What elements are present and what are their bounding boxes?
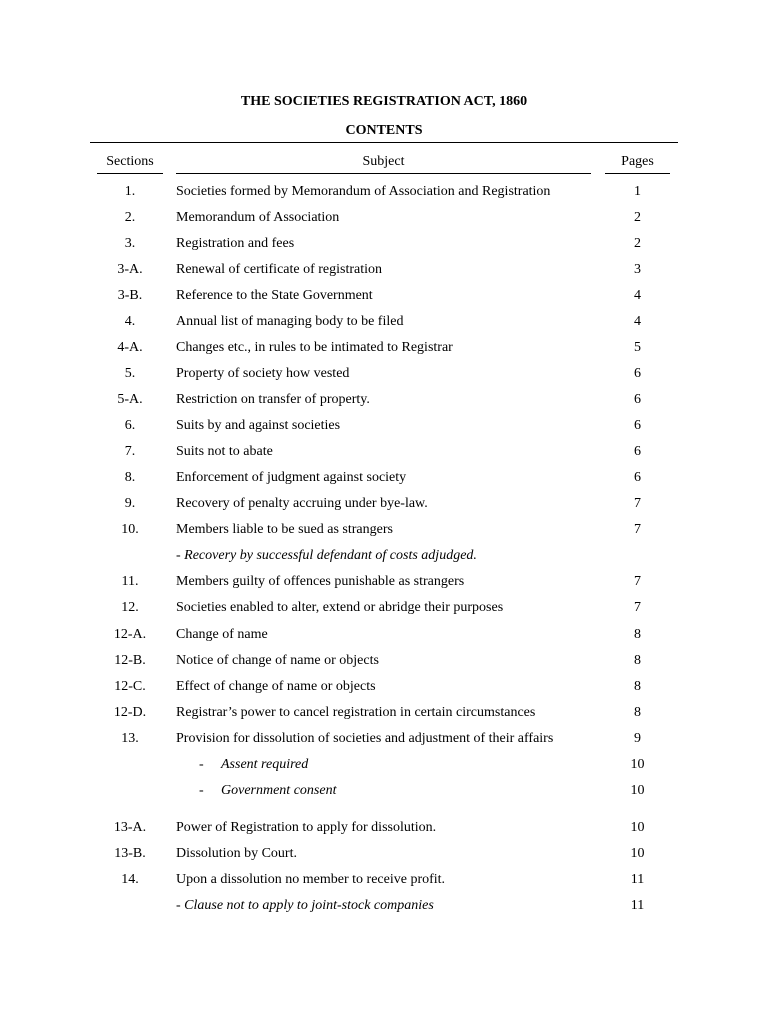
page-number: 6 [634, 392, 641, 407]
page-number: 8 [634, 653, 641, 668]
section-number: 1. [124, 184, 136, 199]
page-number: 10 [630, 783, 645, 798]
subject-text: Upon a dissolution no member to receive profit. [176, 872, 446, 887]
subject-text: Property of society how vested [176, 366, 350, 381]
page-number: 1 [634, 184, 641, 199]
table-row [0, 843, 768, 865]
table-row [0, 467, 768, 489]
subject-text: - Clause not to apply to joint-stock companies [176, 898, 434, 913]
section-number: 13-B. [114, 846, 146, 861]
page-number: 5 [634, 340, 641, 355]
table-row [0, 415, 768, 437]
section-number: 13-A. [113, 820, 147, 835]
table-row [0, 441, 768, 463]
table-row [0, 207, 768, 229]
table-row [0, 869, 768, 891]
table-row [0, 389, 768, 411]
table-row [0, 285, 768, 307]
subject-text: Registrar’s power to cancel registration in certain circumstances [176, 705, 536, 720]
subject-text: Restriction on transfer of property. [176, 392, 370, 407]
section-number: 8. [124, 470, 136, 485]
section-number: 12-B. [114, 653, 146, 668]
table-row [0, 676, 768, 698]
section-number: 6. [124, 418, 136, 433]
subject-text [199, 754, 624, 776]
page-number: 6 [634, 444, 641, 459]
subject-text: Enforcement of judgment against society [176, 470, 407, 485]
subject-text: Suits not to abate [176, 444, 273, 459]
page-number: 11 [630, 872, 645, 887]
page-number: 4 [634, 288, 641, 303]
table-row [0, 233, 768, 255]
subject-text: Dissolution by Court. [176, 846, 297, 861]
page-number: 10 [630, 820, 645, 835]
subject-text: Members guilty of offences punishable as strangers [176, 574, 465, 589]
section-number: 3-B. [117, 288, 143, 303]
table-row [0, 311, 768, 333]
subject-text: Registration and fees [176, 236, 295, 251]
section-number: 2. [124, 210, 136, 225]
section-number: 12-D. [113, 705, 147, 720]
page-number: 6 [634, 470, 641, 485]
table-row [0, 181, 768, 203]
subject-text: Annual list of managing body to be filed [176, 314, 404, 329]
table-row [0, 363, 768, 385]
page-number: 10 [630, 846, 645, 861]
subject-text: Societies enabled to alter, extend or abridge their purposes [176, 600, 504, 615]
page-number: 7 [634, 600, 641, 615]
subject-text: Members liable to be sued as strangers [176, 522, 393, 537]
section-number: 11. [121, 574, 139, 589]
table-row [0, 624, 768, 646]
page-number: 4 [634, 314, 641, 329]
table-row [0, 493, 768, 515]
document-title: THE SOCIETIES REGISTRATION ACT, 1860 [240, 94, 528, 109]
page-number: 7 [634, 496, 641, 511]
table-row [0, 702, 768, 724]
page-number: 7 [634, 574, 641, 589]
subject-text: Notice of change of name or objects [176, 653, 379, 668]
section-number: 3-A. [117, 262, 143, 277]
section-number: 14. [121, 872, 139, 887]
page-number: 8 [634, 705, 641, 720]
table-row [0, 728, 768, 750]
page-number: 8 [634, 627, 641, 642]
table-row [0, 597, 768, 619]
subject-text: Provision for dissolution of societies and adjustment of their affairs [176, 731, 554, 746]
page-number: 8 [634, 679, 641, 694]
subject-text [199, 780, 624, 802]
subject-text: - Recovery by successful defendant of costs adjudged. [176, 548, 477, 563]
table-row [0, 780, 768, 802]
dash-marker: - [199, 757, 204, 772]
subject-text: Suits by and against societies [176, 418, 341, 433]
section-number: 5. [124, 366, 136, 381]
section-number: 12-C. [114, 679, 146, 694]
subject-text: Renewal of certificate of registration [176, 262, 383, 277]
table-row [0, 650, 768, 672]
section-number: 12-A. [113, 627, 147, 642]
subject-column-header: Subject [176, 154, 591, 174]
subject-label: Government consent [221, 783, 337, 798]
table-row [0, 337, 768, 359]
section-number: 4-A. [117, 340, 143, 355]
subject-text: Societies formed by Memorandum of Association and Registration [176, 184, 551, 199]
table-row [0, 259, 768, 281]
table-row [0, 817, 768, 839]
section-number: 5-A. [117, 392, 143, 407]
section-number: 3. [124, 236, 136, 251]
section-number: 9. [124, 496, 136, 511]
table-row [0, 571, 768, 593]
table-row [0, 545, 768, 567]
subject-text: Reference to the State Government [176, 288, 373, 303]
section-number: 12. [121, 600, 139, 615]
table-row [0, 754, 768, 776]
subject-text: Power of Registration to apply for dissolution. [176, 820, 437, 835]
section-number: 7. [124, 444, 136, 459]
section-number: 10. [121, 522, 139, 537]
section-number: 4. [124, 314, 136, 329]
subject-text: Effect of change of name or objects [176, 679, 376, 694]
subject-text: Change of name [176, 627, 268, 642]
subject-label: Assent required [221, 757, 309, 772]
dash-marker: - [199, 783, 204, 798]
table-row [0, 895, 768, 917]
page-number: 3 [634, 262, 641, 277]
table-row [0, 519, 768, 541]
page-number: 6 [634, 418, 641, 433]
page-number: 6 [634, 366, 641, 381]
pages-column-header: Pages [605, 154, 670, 174]
sections-column-header: Sections [97, 154, 163, 174]
subject-text: Recovery of penalty accruing under bye-law. [176, 496, 428, 511]
page-number: 10 [630, 757, 645, 772]
page-number: 9 [634, 731, 641, 746]
subject-text: Memorandum of Association [176, 210, 340, 225]
subject-text: Changes etc., in rules to be intimated to Registrar [176, 340, 453, 355]
contents-heading: CONTENTS [345, 123, 423, 138]
page-number: 2 [634, 236, 641, 251]
page-number: 2 [634, 210, 641, 225]
page-number: 7 [634, 522, 641, 537]
page-number: 11 [630, 898, 645, 913]
section-number: 13. [121, 731, 139, 746]
